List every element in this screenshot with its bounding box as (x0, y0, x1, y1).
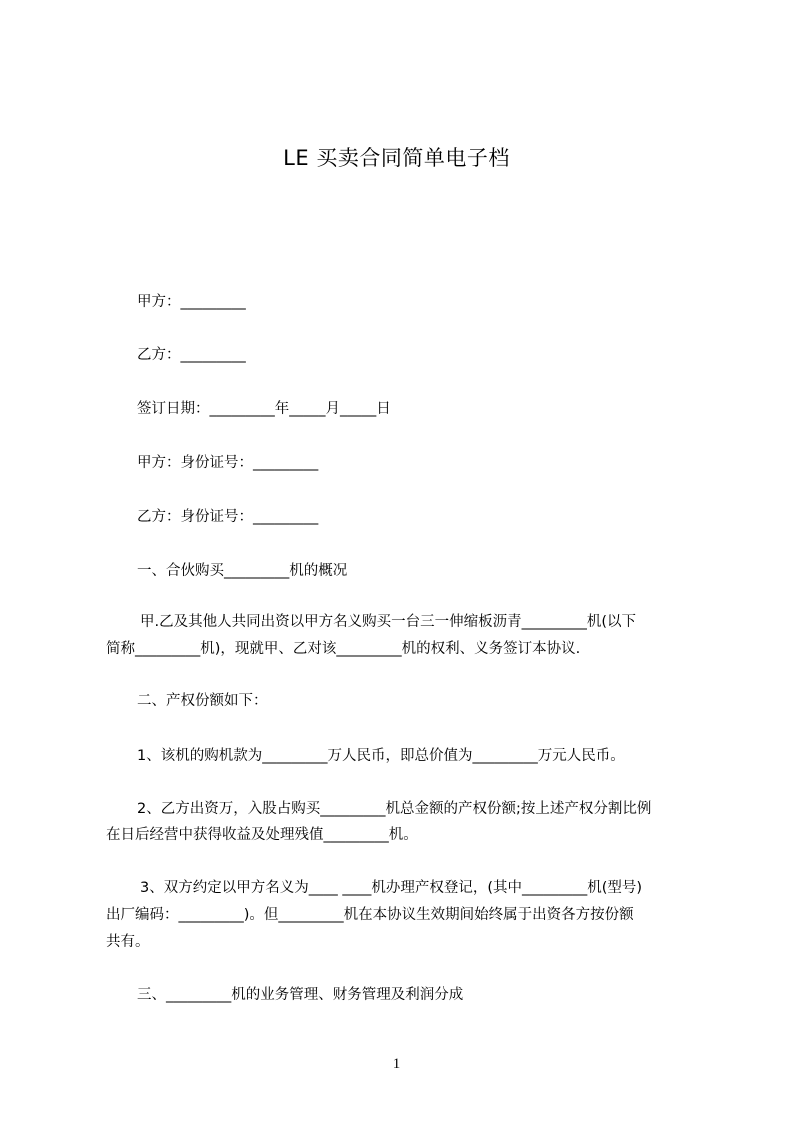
section1-paragraph-line1: 甲.乙及其他人共同出资以甲方名义购买一台三一伸缩板沥青_________机(以下 (140, 614, 637, 630)
party-b-line: 乙方：_________ (137, 347, 246, 363)
item2-line2: 在日后经营中获得收益及处理残值_________机。 (106, 827, 418, 843)
party-a-line: 甲方：_________ (137, 294, 246, 310)
item1-line: 1、该机的购机款为_________万人民币，即总价值为_________万元人民币。 (137, 748, 625, 764)
section1-heading: 一、合伙购买_________机的概况 (137, 563, 348, 579)
item3-line2: 出厂编码：_________)。但_________机在本协议生效期间始终属于出资各方按份额 (106, 907, 634, 923)
page-number: 1 (392, 1056, 401, 1072)
item3-line1: 3、双方约定以甲方名义为____ ____机办理产权登记，(其中_________机(型号) (140, 880, 643, 896)
party-b-id-line: 乙方：身份证号：_________ (137, 509, 319, 525)
document-title: LE 买卖合同简单电子档 (283, 146, 510, 170)
item3-line3: 共有。 (106, 934, 150, 950)
section2-heading: 二、产权份额如下： (137, 693, 268, 709)
sign-date-line: 签订日期：_________年_____月_____日 (137, 401, 391, 417)
party-a-id-line: 甲方：身份证号：_________ (137, 455, 319, 471)
item2-line1: 2、乙方出资万，入股占购买_________机总金额的产权份额;按上述产权分割比例 (137, 801, 652, 817)
section3-heading: 三、_________机的业务管理、财务管理及利润分成 (137, 987, 464, 1003)
section1-paragraph-line2: 简称_________机)，现就甲、乙对该_________机的权利、义务签订本协议. (106, 641, 581, 657)
